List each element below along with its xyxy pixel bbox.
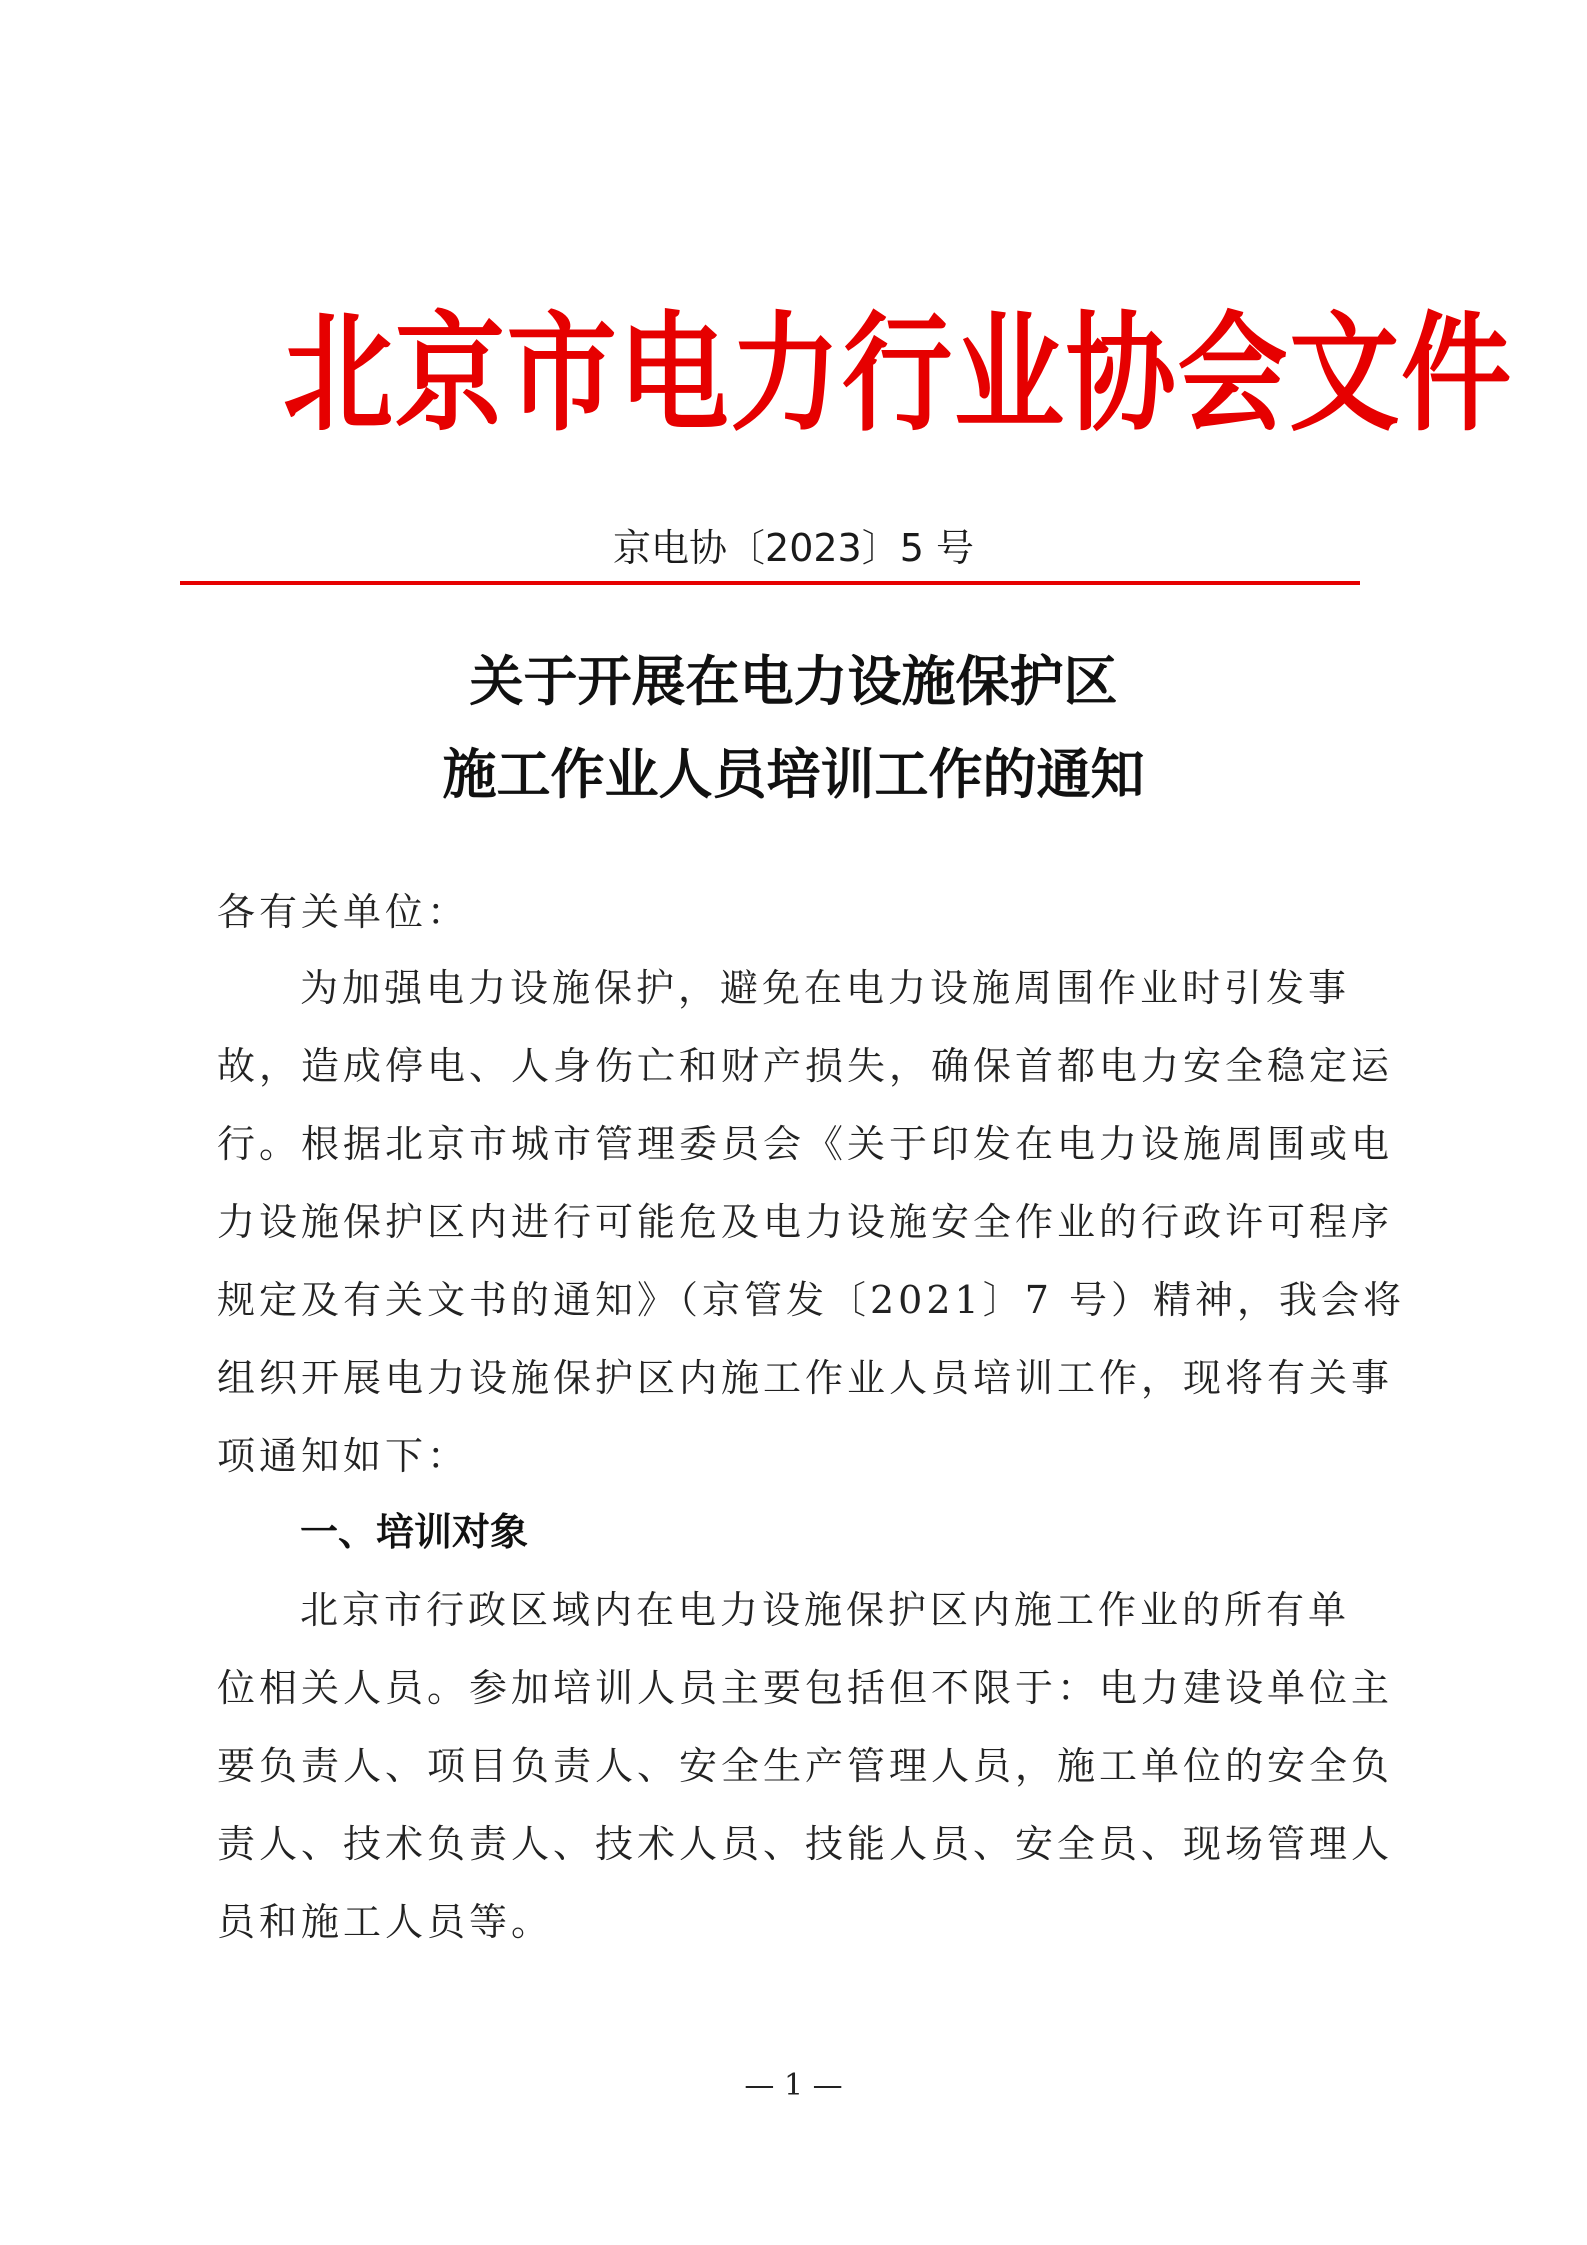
masthead-title: 北京市电力行业协会文件 <box>283 300 1513 449</box>
notice-title-line-2: 施工作业人员培训工作的通知 <box>442 743 1145 806</box>
page-number: — 1 — <box>744 2068 843 2103</box>
paragraph1-line-3: 行。根据北京市城市管理委员会《关于印发在电力设施周围或电 <box>217 1122 1394 1166</box>
paragraph2-line-4: 责人、技术负责人、技术人员、技能人员、安全员、现场管理人 <box>217 1822 1394 1866</box>
paragraph2-line-5: 员和施工人员等。 <box>217 1900 554 1944</box>
paragraph1-line-4: 力设施保护区内进行可能危及电力设施安全作业的行政许可程序 <box>217 1200 1394 1244</box>
paragraph2-line-2: 位相关人员。参加培训人员主要包括但不限于：电力建设单位主 <box>217 1666 1394 1710</box>
paragraph1-line-1: 为加强电力设施保护，避免在电力设施周围作业时引发事 <box>300 966 1351 1010</box>
salutation: 各有关单位： <box>217 890 470 934</box>
paragraph1-line-7: 项通知如下： <box>217 1434 470 1478</box>
section-1-heading: 一、培训对象 <box>300 1510 529 1554</box>
notice-title-line-1: 关于开展在电力设施保护区 <box>469 650 1118 713</box>
paragraph1-line-5: 规定及有关文书的通知》（京管发〔2021〕7 号）精神，我会将 <box>217 1278 1405 1322</box>
red-divider-line <box>180 581 1360 585</box>
paragraph1-line-6: 组织开展电力设施保护区内施工作业人员培训工作，现将有关事 <box>217 1356 1394 1400</box>
document-number: 京电协〔2023〕5 号 <box>613 526 974 570</box>
paragraph1-line-2: 故，造成停电、人身伤亡和财产损失，确保首都电力安全稳定运 <box>217 1044 1394 1088</box>
paragraph2-line-3: 要负责人、项目负责人、安全生产管理人员，施工单位的安全负 <box>217 1744 1394 1788</box>
paragraph2-line-1: 北京市行政区域内在电力设施保护区内施工作业的所有单 <box>300 1588 1351 1632</box>
